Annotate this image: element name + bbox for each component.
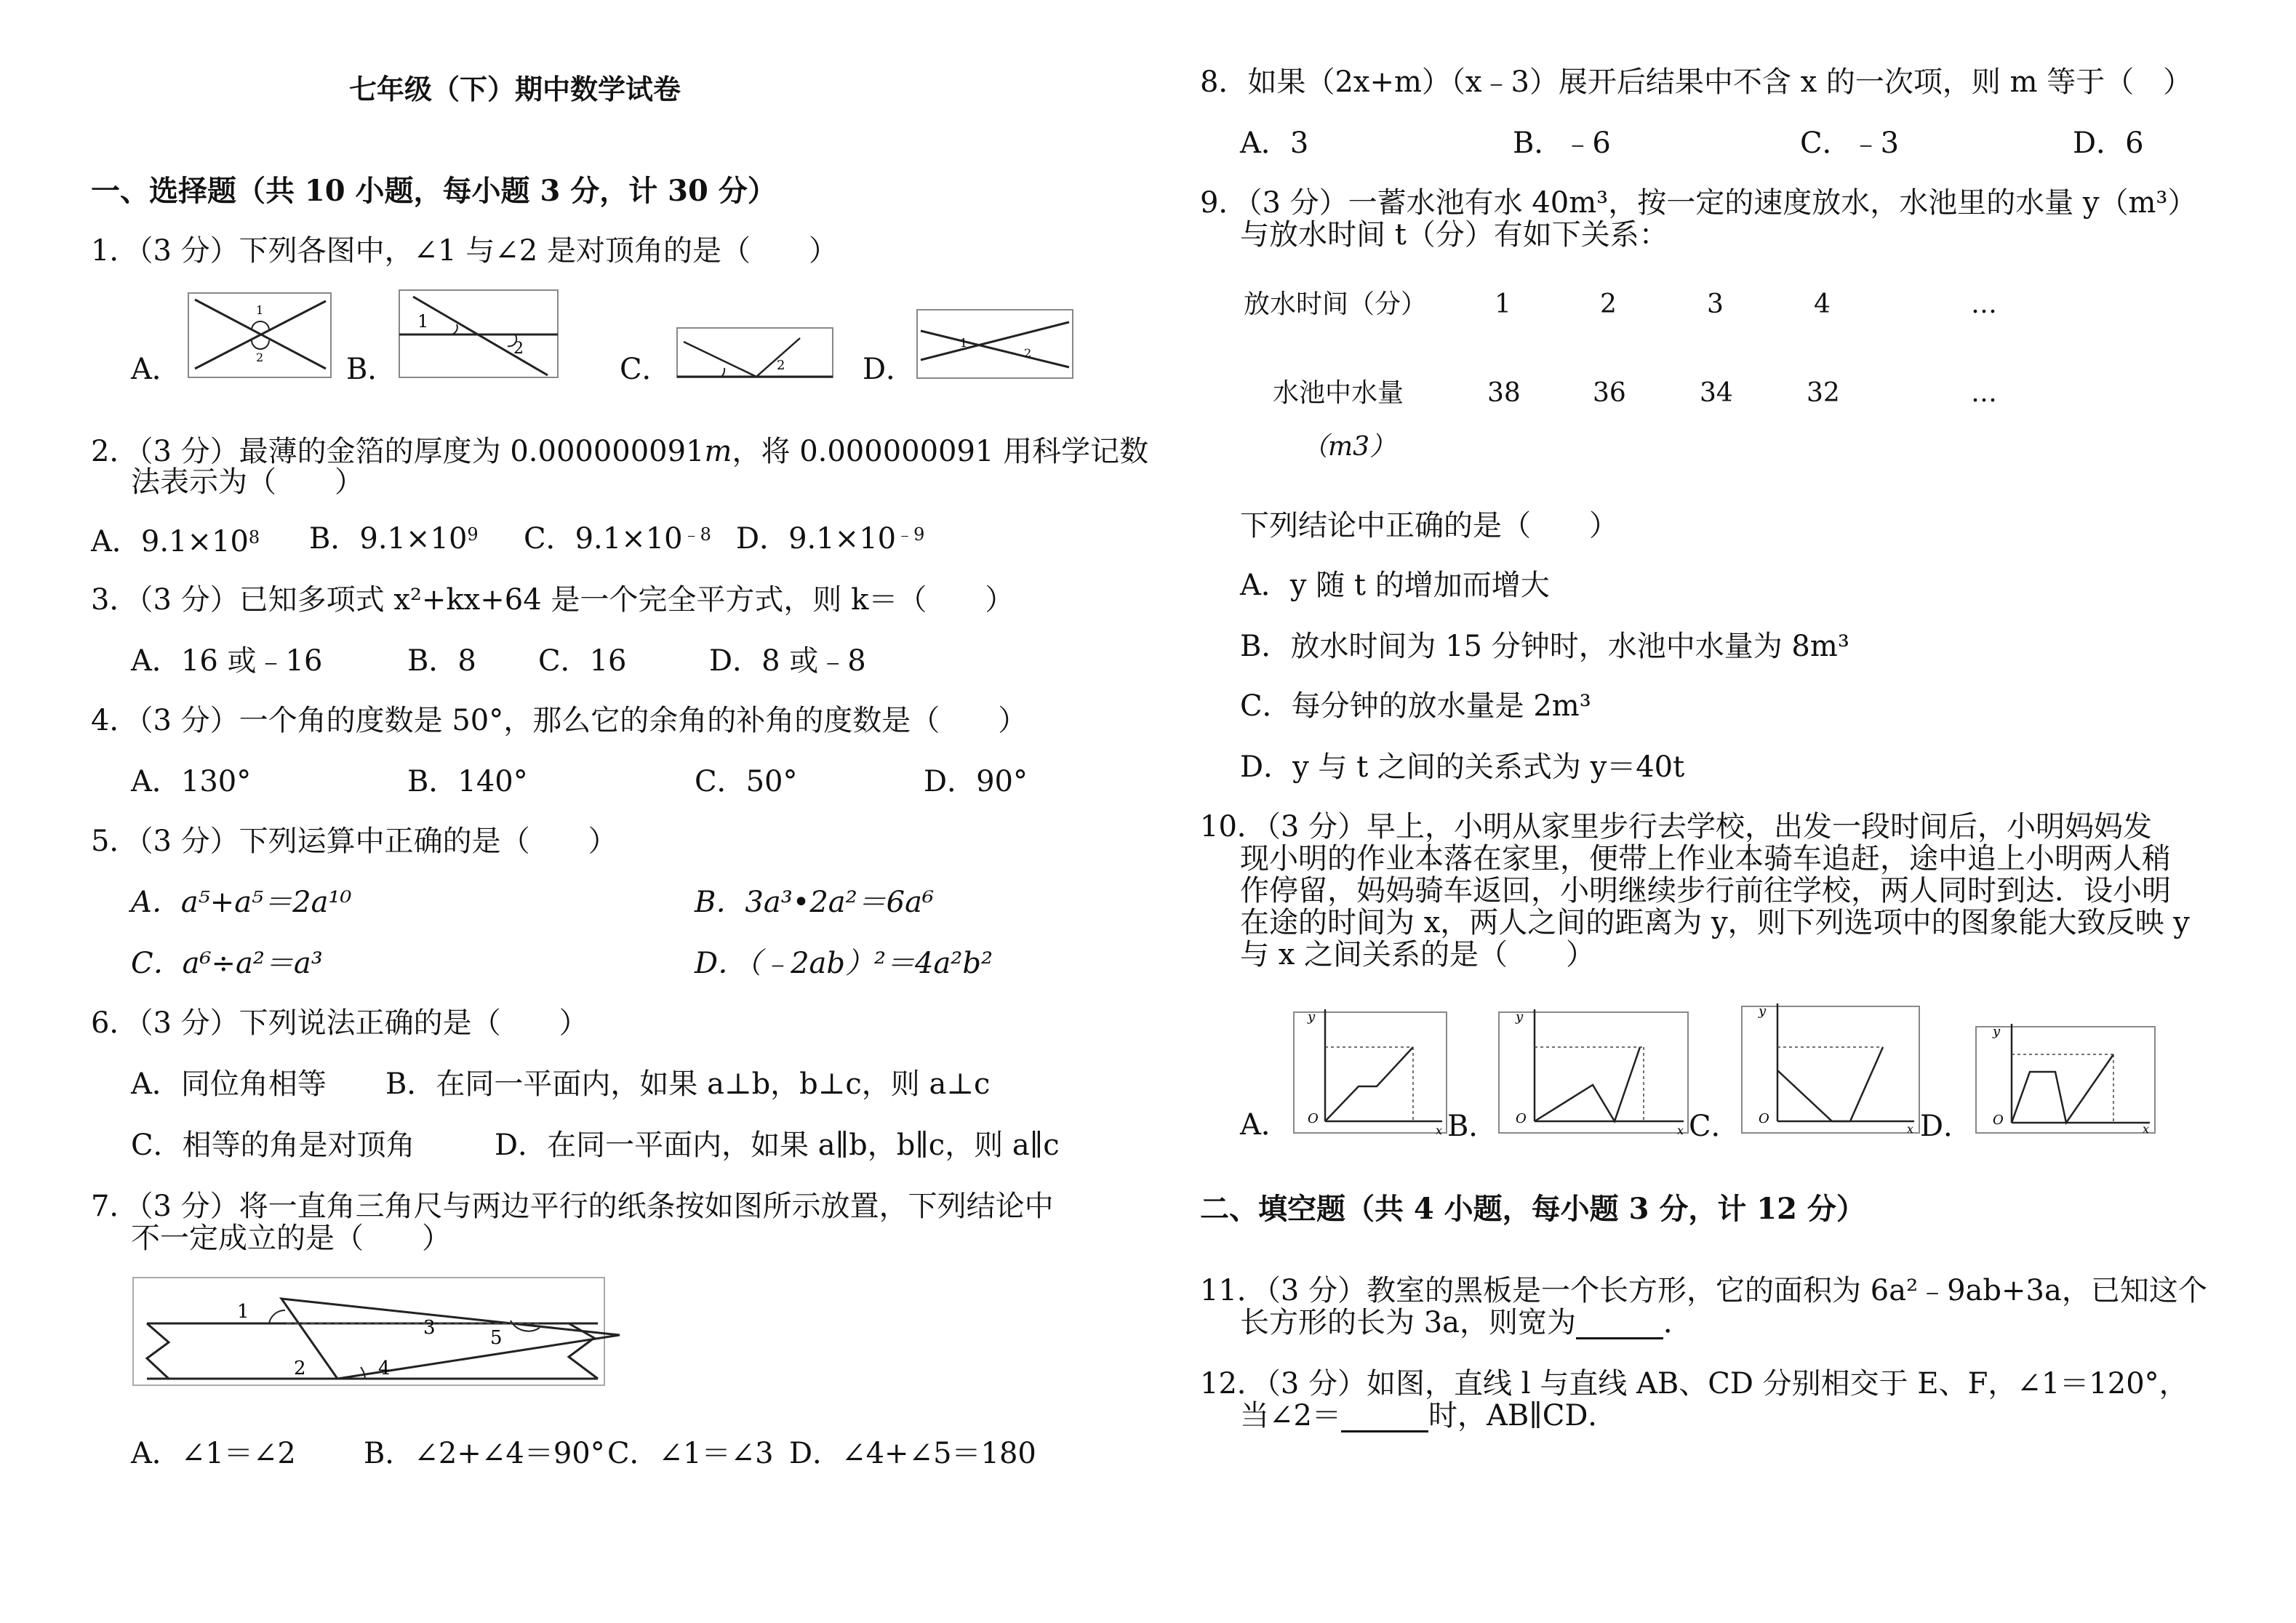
q9-table-r2c4: 32 xyxy=(1807,378,1840,408)
q1c-label-2: 2 xyxy=(777,358,785,373)
section-2-heading: 二、填空题（共 4 小题，每小题 3 分，计 12 分） xyxy=(1200,1192,1865,1226)
q5-option-d: D．（﹣2ab）²＝4a²b² xyxy=(695,947,993,980)
q9-option-a: A．y 随 t 的增加而增大 xyxy=(1240,569,1550,602)
q6-option-b: B．在同一平面内，如果 a⊥b，b⊥c，则 a⊥c xyxy=(385,1067,991,1101)
q1a-label-2: 2 xyxy=(256,350,264,364)
q1-option-d: D． xyxy=(863,353,916,386)
q12-line1: 12．（3 分）如图，直线 l 与直线 AB、CD 分别相交于 E、F，∠1＝120°， xyxy=(1200,1367,2188,1400)
q4-option-b: B．140° xyxy=(407,765,528,798)
q3-option-d: D．8 或﹣8 xyxy=(709,644,866,678)
q3-option-a: A．16 或﹣16 xyxy=(131,644,323,678)
q4-stem: 4．（3 分）一个角的度数是 50°，那么它的余角的补角的度数是（ ） xyxy=(91,704,1028,737)
q2-c-exp: ﹣8 xyxy=(682,524,711,545)
q12-line2 xyxy=(1240,1399,1617,1432)
q2-stem-line2: 法表示为（ ） xyxy=(131,465,364,499)
q1a-label-1: 1 xyxy=(256,303,264,317)
q8-stem: 8．如果（2x+m）（x﹣3）展开后结果中不含 x 的一次项，则 m 等于（ ） xyxy=(1200,65,2193,99)
q5-stem: 5．（3 分）下列运算中正确的是（ ） xyxy=(91,825,617,858)
q10d-y-label: y xyxy=(1993,1024,2001,1039)
q8-option-c: C．﹣3 xyxy=(1800,127,1900,160)
q9-table-r1c4: 4 xyxy=(1814,289,1831,319)
q10c-x-label: x xyxy=(1907,1122,1914,1136)
q4-option-c: C．50° xyxy=(695,765,798,798)
q4-option-a: A．130° xyxy=(131,765,252,798)
q3-stem: 3．（3 分）已知多项式 x²+kx+64 是一个完全平方式，则 k＝（ ） xyxy=(91,583,1015,617)
section-1-heading: 一、选择题（共 10 小题，每小题 3 分，计 30 分） xyxy=(91,174,777,208)
q9-table-r1c2: 2 xyxy=(1600,289,1617,319)
q1-figure-b xyxy=(399,289,559,378)
q6-stem: 6．（3 分）下列说法正确的是（ ） xyxy=(91,1006,588,1040)
q1b-label-1: 1 xyxy=(417,311,429,332)
q10-line3: 作停留，妈妈骑车返回，小明继续步行前往学校，两人同时到达．设小明 xyxy=(1240,874,2171,907)
q9-stem-line1: 9．（3 分）一蓄水池有水 40m³，按一定的速度放水，水池里的水量 y（m³） xyxy=(1200,186,2197,220)
q10-line5: 与 x 之间关系的是（ ） xyxy=(1240,938,1595,971)
q1b-label-2: 2 xyxy=(513,340,524,358)
q7-stem-line1: 7．（3 分）将一直角三角尺与两边平行的纸条按如图所示放置，下列结论中 xyxy=(91,1190,1054,1223)
q10-graph-c xyxy=(1741,1001,1920,1134)
q3-option-c: C．16 xyxy=(538,644,627,678)
q2-d-exp: ﹣9 xyxy=(896,524,925,545)
q2-option-d xyxy=(736,522,924,556)
q2-option-b xyxy=(309,522,479,556)
q2-d-base: D．9.1×10 xyxy=(736,522,897,556)
q1-figure-c xyxy=(676,327,833,378)
q5-option-b: B．3a³•2a²＝6a⁶ xyxy=(695,886,934,919)
q10a-origin: O xyxy=(1308,1111,1319,1126)
q7-label-1: 1 xyxy=(237,1301,249,1323)
q6-option-a: A．同位角相等 xyxy=(131,1067,327,1101)
q6-option-c: C．相等的角是对顶角 xyxy=(131,1129,415,1162)
q8-option-a: A．3 xyxy=(1240,127,1309,160)
q7-label-5: 5 xyxy=(490,1327,503,1349)
q1d-label-2: 2 xyxy=(1024,346,1032,360)
q11-answer-blank[interactable] xyxy=(1576,1314,1663,1339)
q10a-x-label: x xyxy=(1436,1123,1443,1137)
q7-option-b: B．∠2+∠4＝90° xyxy=(364,1437,605,1470)
q9-question: 下列结论中正确的是（ ） xyxy=(1240,509,1618,542)
q10d-origin: O xyxy=(1993,1113,2004,1128)
q2-b-exp: 9 xyxy=(467,524,479,545)
q2-option-a xyxy=(91,525,260,558)
q2-option-c xyxy=(524,522,711,556)
q8-option-b: B．﹣6 xyxy=(1513,127,1611,160)
q10-option-d: D． xyxy=(1920,1110,1973,1143)
q10-graph-b xyxy=(1498,1006,1689,1137)
q2-stem-text: 2．（3 分）最薄的金箔的厚度为 0.000000091 xyxy=(91,435,705,468)
q9-table-r1c5: … xyxy=(1971,289,1997,319)
q10-graph-d xyxy=(1975,1021,2156,1134)
q7-label-2: 2 xyxy=(294,1358,306,1379)
q12-line2-text: 当∠2＝ xyxy=(1240,1399,1341,1432)
q1-stem: 1．（3 分）下列各图中，∠1 与∠2 是对顶角的是（ ） xyxy=(91,234,838,268)
q1-option-b: B． xyxy=(346,353,397,386)
q7-stem-line2: 不一定成立的是（ ） xyxy=(131,1222,451,1255)
q5-option-a: A．a⁵+a⁵＝2a¹⁰ xyxy=(131,886,352,919)
q10-line4: 在途的时间为 x，两人之间的距离为 y，则下列选项中的图象能大致反映 y xyxy=(1240,906,2190,939)
q3-option-b: B．8 xyxy=(407,644,476,678)
q9-option-b: B．放水时间为 15 分钟时，水池中水量为 8m³ xyxy=(1240,630,1849,663)
q11-line2 xyxy=(1240,1306,1692,1339)
q7-option-c: C．∠1＝∠3 xyxy=(607,1437,774,1470)
q2-a-exp: 8 xyxy=(248,527,260,548)
q6-option-d: D．在同一平面内，如果 a∥b，b∥c，则 a∥c xyxy=(495,1129,1060,1162)
q9-option-c: C．每分钟的放水量是 2m³ xyxy=(1240,689,1591,723)
q4-option-d: D．90° xyxy=(924,765,1028,798)
q2-b-base: B．9.1×10 xyxy=(309,522,468,556)
q9-table-r1c1: 1 xyxy=(1495,289,1511,319)
q11-line2-text: 长方形的长为 3a，则宽为 xyxy=(1240,1306,1577,1339)
q9-table-row2-label: 水池中水量 xyxy=(1273,378,1404,408)
page-title: 七年级（下）期中数学试卷 xyxy=(349,73,681,105)
q1-figure-a xyxy=(188,292,332,378)
q10-line2: 现小明的作业本落在家里，便带上作业本骑车追赶，途中追上小明两人稍 xyxy=(1240,842,2171,875)
q9-option-d: D．y 与 t 之间的关系式为 y＝40t xyxy=(1240,750,1685,784)
q10b-x-label: x xyxy=(1677,1123,1684,1137)
q2-stem-line1 xyxy=(91,435,1148,468)
q10a-y-label: y xyxy=(1308,1009,1316,1025)
q1-figure-d xyxy=(916,309,1073,379)
q10c-origin: O xyxy=(1759,1111,1769,1126)
q9-table-r2c2: 36 xyxy=(1593,378,1626,408)
q7-label-4: 4 xyxy=(378,1358,391,1379)
q2-stem-unit: m xyxy=(704,435,732,468)
q12-line2-end: 时，AB∥CD． xyxy=(1428,1399,1617,1432)
q2-stem-tail: ，将 0.000000091 用科学记数 xyxy=(732,435,1149,468)
q7-figure xyxy=(132,1277,605,1386)
q7-option-a: A．∠1＝∠2 xyxy=(131,1437,296,1470)
q10d-x-label: x xyxy=(2143,1122,2150,1136)
q9-table-r2c3: 34 xyxy=(1700,378,1733,408)
q1d-label-1: 1 xyxy=(960,336,968,350)
q10-line1: 10．（3 分）早上，小明从家里步行去学校，出发一段时间后，小明妈妈发 xyxy=(1200,810,2153,843)
q7-label-3: 3 xyxy=(423,1317,436,1339)
q9-stem-line2: 与放水时间 t（分）有如下关系： xyxy=(1240,218,1668,252)
q12-answer-blank[interactable] xyxy=(1341,1407,1428,1432)
q9-table-r2c5: … xyxy=(1971,378,1997,408)
q11-line2-end: ． xyxy=(1663,1306,1693,1339)
q11-line1: 11．（3 分）教室的黑板是一个长方形，它的面积为 6a²﹣9ab+3a，已知这个 xyxy=(1200,1274,2207,1307)
q10-option-a: A． xyxy=(1240,1108,1290,1142)
q7-option-d: D．∠4+∠5＝180 xyxy=(789,1437,1036,1470)
q1-option-a: A． xyxy=(131,353,181,386)
q2-c-base: C．9.1×10 xyxy=(524,522,683,556)
q10c-y-label: y xyxy=(1759,1003,1767,1019)
q10b-y-label: y xyxy=(1516,1009,1524,1025)
q9-table-r1c3: 3 xyxy=(1707,289,1724,319)
q10b-origin: O xyxy=(1516,1111,1527,1126)
q10-option-b: B． xyxy=(1447,1110,1498,1143)
q5-option-c: C．a⁶÷a²＝a³ xyxy=(131,947,323,980)
q10-graph-a xyxy=(1293,1006,1447,1137)
q9-table-row2-unit: （m3） xyxy=(1302,432,1396,462)
q9-table-r2c1: 38 xyxy=(1487,378,1521,408)
q8-option-d: D．6 xyxy=(2073,127,2144,160)
q10-option-c: C． xyxy=(1689,1110,1740,1143)
q2-a-base: A．9.1×10 xyxy=(91,525,249,558)
q9-table-row1-label: 放水时间（分） xyxy=(1244,289,1428,319)
q1-option-c: C． xyxy=(620,353,671,386)
